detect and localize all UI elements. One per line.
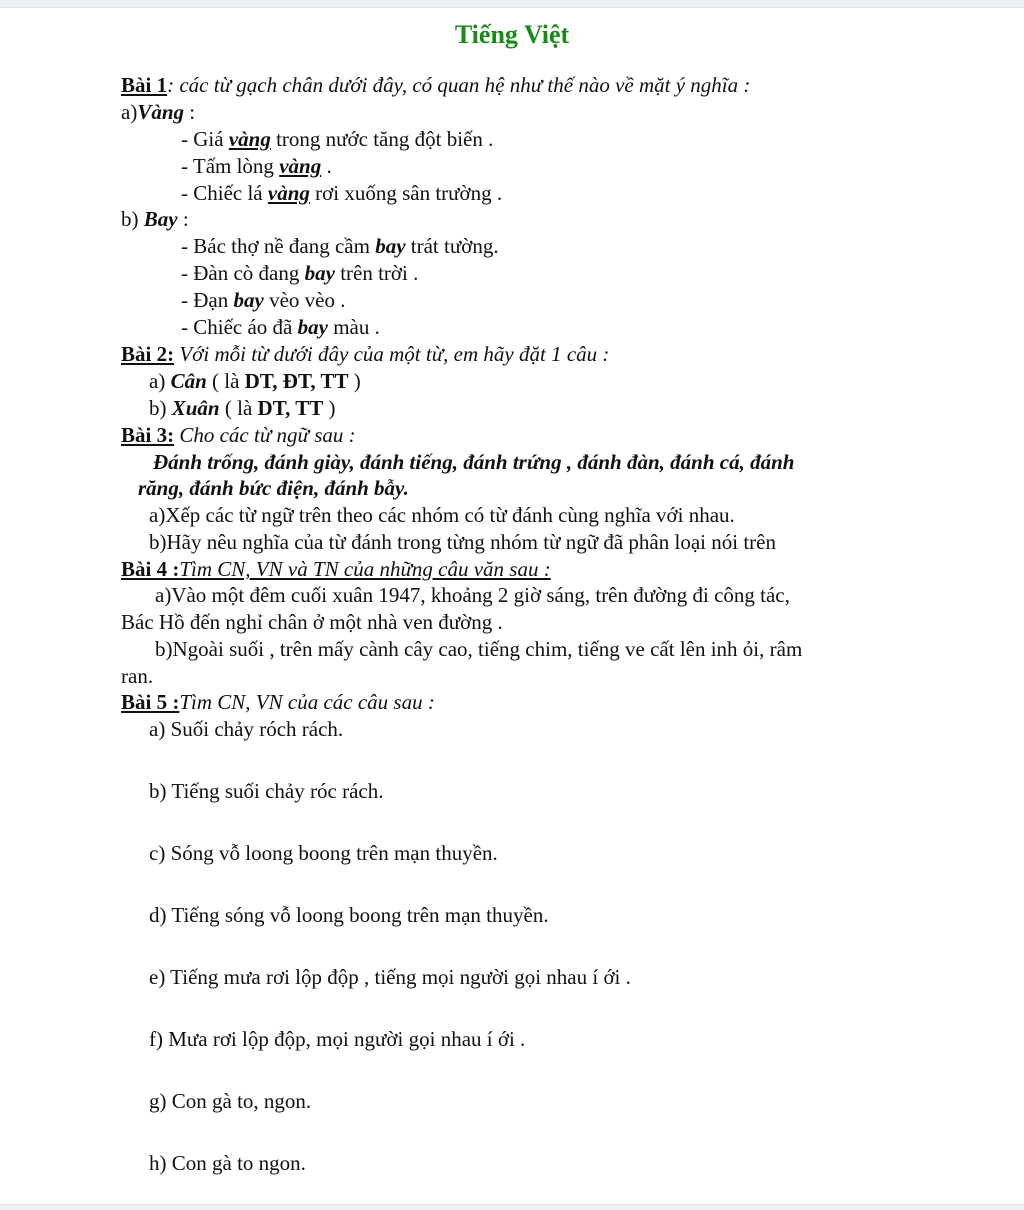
word-types: DT, TT (257, 396, 324, 420)
word-list: răng, đánh bức điện, đánh bẫy. (138, 476, 409, 500)
bai1-b-heading (121, 206, 189, 232)
item-text: ( là (219, 396, 258, 420)
item-text: - Giá (181, 127, 229, 151)
bai1-prompt: : các từ gạch chân dưới đây, có quan hệ như thế nào về mặt ý nghĩa : (167, 73, 751, 97)
page-title: Tiếng Việt (454, 20, 570, 49)
bai1-b-word: Bay (143, 207, 178, 231)
bold-word: Cân (170, 369, 207, 393)
item-text: - Đàn cò đang (181, 261, 305, 285)
item-text: - Đạn (181, 288, 234, 312)
item-text: màu . (327, 315, 380, 339)
bai1-a-suffix: : (184, 100, 196, 124)
bai5-item-a: a) Suối chảy róch rách. (149, 717, 344, 741)
bai5-item-g: g) Con gà to, ngon. (149, 1089, 312, 1113)
bai3-words-line-2 (138, 475, 409, 501)
underlined-word: vàng (228, 127, 271, 151)
bold-word: bay (375, 234, 406, 258)
bai1-heading (121, 72, 750, 98)
bai1-b-suffix: : (177, 207, 189, 231)
bold-word: bay (304, 261, 335, 285)
bai5-prompt: Tìm CN, VN của các câu sau : (179, 690, 435, 714)
bai1-b-prefix: b) (121, 207, 144, 231)
item-text: trát tường. (405, 234, 499, 258)
item-prefix: a) (149, 369, 171, 393)
bai1-label: Bài 1 (121, 73, 168, 97)
item-text: rơi xuống sân trường . (309, 181, 503, 205)
bold-word: bay (233, 288, 264, 312)
bai4-b-line-2: ran. (121, 664, 154, 688)
bai3-task-a: a)Xếp các từ ngữ trên theo các nhóm có từ đánh cùng nghĩa với nhau. (149, 503, 735, 527)
bai4-a-line-2: Bác Hồ đến nghỉ chân ở một nhà ven đường . (121, 610, 503, 634)
bai1-b-item-1 (181, 233, 499, 259)
item-text: . (321, 154, 332, 178)
underlined-word: vàng (267, 181, 310, 205)
bai4-b-line-1: b)Ngoài suối , trên mấy cành cây cao, tiếng chim, tiếng ve cất lên inh ỏi, râm (155, 637, 803, 661)
bottom-border (0, 1204, 1024, 1210)
item-text: - Chiếc lá (181, 181, 268, 205)
bai2-label: Bài 2: (121, 342, 175, 366)
bai1-b-item-3 (181, 287, 345, 313)
bai2-item-b (149, 395, 336, 421)
bai5-item-h: h) Con gà to ngon. (149, 1151, 306, 1175)
item-text: - Tấm lòng (181, 154, 280, 178)
bai2-heading (121, 341, 609, 367)
bai2-item-a (149, 368, 361, 394)
item-text: - Bác thợ nề đang cầm (181, 234, 376, 258)
bai3-words-line-1 (153, 449, 794, 475)
bai5-item-d: d) Tiếng sóng vỗ loong boong trên mạn thuyền. (149, 903, 549, 927)
item-text: ( là (206, 369, 245, 393)
bai5-item-e: e) Tiếng mưa rơi lộp độp , tiếng mọi người gọi nhau í ới . (149, 965, 631, 989)
bai5-item-f: f) Mưa rơi lộp độp, mọi người gọi nhau í ới . (149, 1027, 526, 1051)
bai4-prompt: Tìm CN, VN và TN của những câu văn sau : (179, 557, 551, 581)
bai2-prompt: Với mỗi từ dưới đây của một từ, em hãy đặt 1 câu : (174, 342, 610, 366)
underlined-word: vàng (279, 154, 322, 178)
bai1-a-heading (121, 99, 195, 125)
bai5-label: Bài 5 : (121, 690, 180, 714)
bai1-a-item-1 (181, 126, 493, 152)
bai4-a-line-1: a)Vào một đêm cuối xuân 1947, khoảng 2 giờ sáng, trên đường đi công tác, (155, 583, 790, 607)
item-text: - Chiếc áo đã (181, 315, 298, 339)
bai1-a-item-2 (181, 153, 332, 179)
item-text: vèo vèo . (263, 288, 346, 312)
bai1-b-item-4 (181, 314, 380, 340)
bai1-a-word: Vàng (137, 100, 185, 124)
bai3-task-b: b)Hãy nêu nghĩa của từ đánh trong từng nhóm từ ngữ đã phân loại nói trên (149, 530, 776, 554)
bai3-label: Bài 3: (121, 423, 175, 447)
item-text: trên trời . (334, 261, 419, 285)
item-text: ) (348, 369, 361, 393)
bold-word: Xuân (171, 396, 220, 420)
bai1-a-prefix: a) (121, 100, 138, 124)
item-text: trong nước tăng đột biến . (270, 127, 494, 151)
bai5-item-c: c) Sóng vỗ loong boong trên mạn thuyền. (149, 841, 498, 865)
bai1-b-item-2 (181, 260, 418, 286)
word-list: Đánh trống, đánh giày, đánh tiếng, đánh trứng , đánh đàn, đánh cá, đánh (153, 450, 795, 474)
bai1-a-item-3 (181, 180, 502, 206)
bai4-heading (121, 556, 551, 582)
bai3-heading (121, 422, 356, 448)
item-text: ) (323, 396, 336, 420)
top-border (0, 0, 1024, 8)
bai5-heading (121, 689, 435, 715)
item-prefix: b) (149, 396, 172, 420)
bai3-prompt: Cho các từ ngữ sau : (174, 423, 356, 447)
word-types: DT, ĐT, TT (244, 369, 349, 393)
bai4-label: Bài 4 : (121, 557, 180, 581)
bold-word: bay (297, 315, 328, 339)
bai5-item-b: b) Tiếng suối chảy róc rách. (149, 779, 384, 803)
